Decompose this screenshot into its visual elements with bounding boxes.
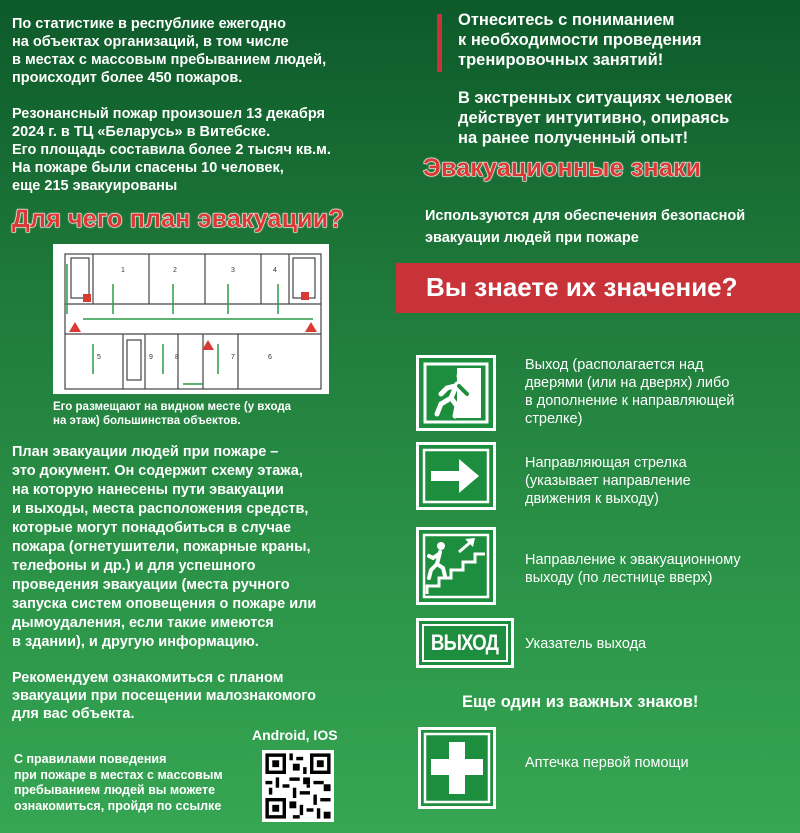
fire-case-paragraph: Резонансный пожар произошел 13 декабря 2024 г. в ТЦ «Беларусь» в Витебске. Его площадь составила более 2 тысяч кв.м. На пожаре были спасены 10 человек, еще 215 эвакуированы [12,106,331,194]
room-7: 7 [231,354,235,361]
stairs-sign-desc: Направление к эвакуационному выходу (по лестнице вверх) [525,552,741,586]
first-aid-cross-icon [421,730,493,806]
signs-intro: Используются для обеспечения безопасной эвакуации людей при пожаре [425,208,746,246]
room-8: 8 [175,354,179,361]
question-banner [396,263,800,313]
evacuation-plan-image [53,244,329,394]
qr-text: С правилами поведения при пожаре в местах с массовым пребыванием людей вы можете ознакомиться, пройдя по ссылке [14,752,223,813]
arrow-sign-desc: Направляющая стрелка (указывает направление движения к выходу) [525,455,691,507]
plan-caption: Его размещают на видном месте (у входа на этаж) большинства объектов. [53,401,292,427]
exit-sign [416,355,496,431]
qr-code-icon [262,750,334,822]
first-aid-sign [418,727,496,809]
right-arrow-icon [419,445,493,507]
exit-text-icon [422,624,508,662]
exit-text-sign-desc: Указатель выхода [525,636,647,652]
stairs-sign [416,527,496,605]
floor-plan-icon [53,244,329,394]
stairs-up-icon [419,530,493,602]
exit-sign-desc: Выход (располагается над дверями (или на дверях) либо в дополнение к направляющей стрелке) [525,357,735,427]
first-aid-desc: Аптечка первой помощи [525,755,689,771]
another-sign-heading: Еще один из важных знаков! [462,693,699,711]
room-3: 3 [231,267,235,274]
room-1: 1 [121,267,125,274]
room-5: 5 [97,354,101,361]
room-2: 2 [173,267,177,274]
qr-code[interactable] [262,750,334,822]
room-9: 9 [149,354,153,361]
quote-training: Отнеситесь с пониманием к необходимости проведения тренировочных занятий! [458,11,702,69]
room-4: 4 [273,267,277,274]
exit-text-label: ВЫХОД [431,630,499,655]
recommend-paragraph: Рекомендуем ознакомиться с планом эвакуации при посещении малознакомого для вас объекта. [12,670,316,722]
platforms-label: Android, IOS [252,727,338,743]
quote-intuition: В экстренных ситуациях человек действует интуитивно, опираясь на ранее полученный опыт! [458,89,733,147]
plan-description: План эвакуации людей при пожаре – это документ. Он содержит схему этажа, на которую нанесены пути эвакуации и выходы, места расположения средств, которые могут понадобиться в случае пожара (огнетушители, пожарные краны, телефоны и др.) и для успешного проведения эвакуации (места ручного запуска систем оповещения о пожаре или дымоудаления, если такие имеются в здании), и другую информацию. [12,444,317,650]
arrow-sign [416,442,496,510]
exit-text-sign [416,618,514,668]
plan-heading: Для чего план эвакуации? [12,205,344,233]
stats-paragraph: По статистике в республике ежегодно на объектах организаций, в том числе в местах с массовым пребыванием людей, происходит более 450 пожаров. [12,16,327,86]
banner-text: Вы знаете их значение? [426,272,738,302]
exit-running-man-icon [419,358,493,428]
signs-heading: Эвакуационные знаки [423,154,702,182]
quote-accent-bar [437,14,442,72]
room-6: 6 [268,354,272,361]
